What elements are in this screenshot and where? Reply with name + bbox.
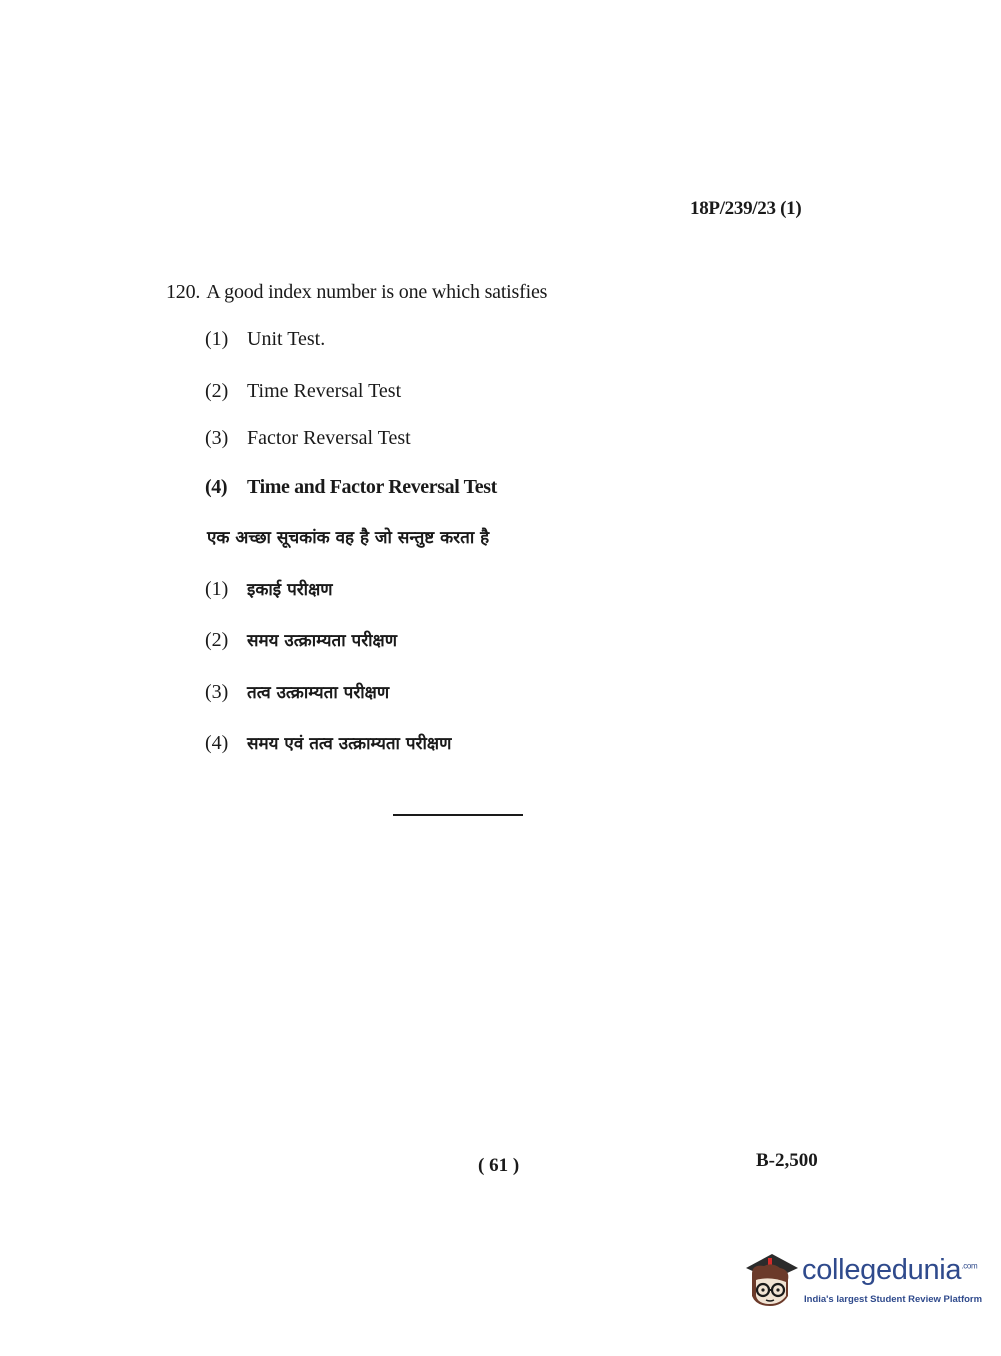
option-2-english	[205, 380, 401, 403]
option-number: (1)	[205, 578, 229, 600]
option-text: Unit Test.	[247, 328, 326, 350]
option-number: (2)	[205, 380, 229, 402]
batch-code: B-2,500	[756, 1150, 818, 1171]
question-stem-english	[166, 281, 547, 304]
option-4-hindi	[205, 731, 451, 755]
option-text: इकाई परीक्षण	[247, 580, 333, 600]
question-number: 120.	[166, 281, 201, 303]
option-number: (3)	[205, 427, 229, 449]
end-of-section-rule	[393, 814, 523, 816]
option-number: (2)	[205, 629, 229, 651]
option-3-hindi	[205, 680, 389, 704]
brand-name: collegedunia$^{.com}$	[802, 1254, 978, 1286]
option-text: समय एवं तत्व उत्क्राम्यता परीक्षण	[247, 734, 452, 754]
collegedunia-watermark-logo	[742, 1250, 983, 1320]
option-number: (4)	[205, 476, 228, 498]
option-text: समय उत्क्राम्यता परीक्षण	[247, 631, 398, 651]
option-number: (1)	[205, 328, 229, 350]
option-1-english	[205, 328, 325, 351]
option-text: Factor Reversal Test	[247, 427, 411, 449]
option-number: (3)	[205, 681, 229, 703]
option-1-hindi	[205, 577, 333, 601]
option-3-english	[205, 427, 411, 450]
question-text-hindi: एक अच्छा सूचकांक वह है जो सन्तुष्ट करता है	[207, 528, 490, 548]
paper-code: 18P/239/23 (1)	[690, 198, 802, 219]
option-text: Time and Factor Reversal Test	[247, 476, 497, 498]
option-number: (4)	[205, 732, 229, 754]
page-number: ( 61 )	[478, 1155, 520, 1176]
brand-tagline: India's largest Student Review Platform	[804, 1294, 983, 1305]
option-text: तत्व उत्क्राम्यता परीक्षण	[247, 683, 390, 703]
option-text: Time Reversal Test	[247, 380, 402, 402]
option-4-english	[205, 476, 497, 499]
question-text-english: A good index number is one which satisfies	[206, 281, 548, 303]
mascot-icon	[742, 1250, 800, 1312]
option-2-hindi	[205, 628, 397, 652]
